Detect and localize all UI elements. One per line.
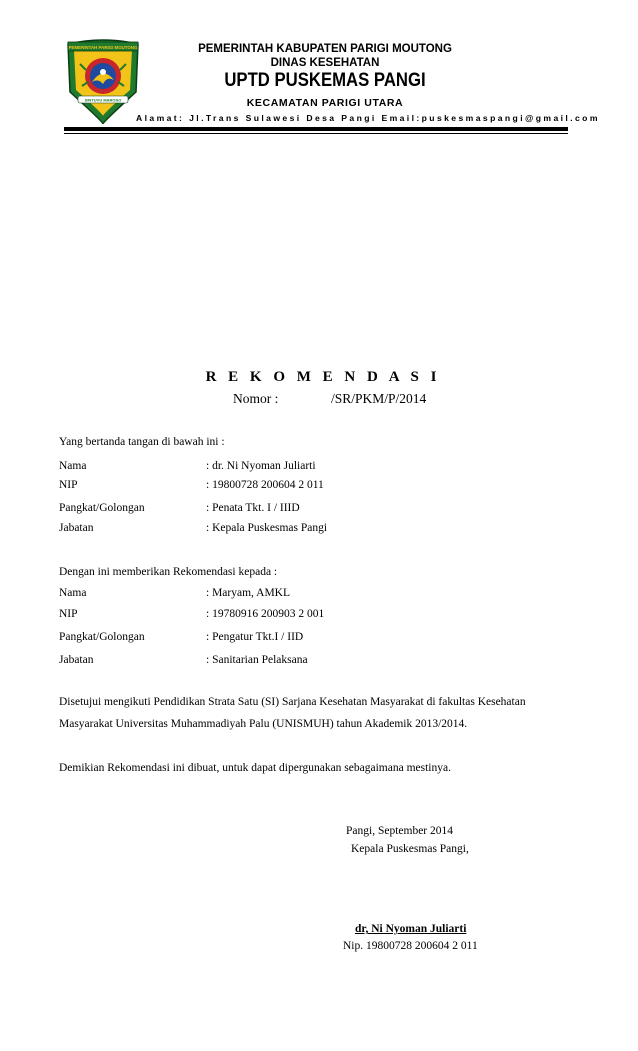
signer-nip-label: NIP [59,479,78,491]
document-title: R E K O M E N D A S I [205,369,441,385]
recipient-rank-label: Pangkat/Golongan [59,631,145,643]
recipient-position-value: : Sanitarian Pelaksana [206,654,308,666]
logo-top-text: PEMERINTAH PARIGI MOUTONG [68,45,138,50]
document-number-value: /SR/PKM/P/2014 [331,391,427,406]
regency-emblem-logo [62,34,144,126]
signer-rank-label: Pangkat/Golongan [59,502,145,514]
recipient-name-label: Nama [59,587,87,599]
recipient-position-label: Jabatan [59,654,94,666]
recipient-nip-label: NIP [59,608,78,620]
signer-name-value: : dr. Ni Nyoman Juliarti [206,460,316,472]
recommend-intro-text: Dengan ini memberikan Rekomendasi kepada : [59,566,278,578]
document-number [233,391,427,407]
header-address-line: Alamat: Jl.Trans Sulawesi Desa Pangi Email:puskesmaspangi@gmail.com [136,113,600,123]
header-government-line: PEMERINTAH KABUPATEN PARIGI MOUTONG [198,43,452,55]
signer-nip-value: : 19800728 200604 2 011 [206,479,324,491]
document-number-label: Nomor : [233,391,279,406]
signer-rank-value: : Penata Tkt. I / IIID [206,502,300,514]
approval-paragraph-line-2: Masyarakat Universitas Muhammadiyah Palu (UNISMUH) tahun Akademik 2013/2014. [59,718,468,730]
signature-nip: Nip. 19800728 200604 2 011 [343,940,478,952]
intro-text: Yang bertanda tangan di bawah ini : [59,436,225,448]
logo-motto-text: SINTUVU MAROSO [84,97,122,103]
header-district-line: KECAMATAN PARIGI UTARA [246,97,404,109]
recipient-name-value: : Maryam, AMKL [206,587,291,599]
signer-name-label: Nama [59,460,87,472]
recipient-rank-value: : Pengatur Tkt.I / IID [206,631,304,643]
header-institution-name: UPTD PUSKEMAS PANGI [224,70,426,91]
letterhead-thin-rule [64,133,568,134]
recipient-nip-value: : 19780916 200903 2 001 [206,608,325,620]
header-agency-line: DINAS KESEHATAN [270,57,380,69]
signature-name: dr, Ni Nyoman Juliarti [355,923,467,935]
closing-paragraph: Demikian Rekomendasi ini dibuat, untuk dapat dipergunakan sebagaimana mestinya. [59,762,451,774]
signer-position-value: : Kepala Puskesmas Pangi [206,522,328,534]
approval-paragraph-line-1: Disetujui mengikuti Pendidikan Strata Satu (SI) Sarjana Kesehatan Masyarakat di fakultas Kesehatan [59,696,526,708]
letterhead-thick-rule [64,127,568,131]
signature-position: Kepala Puskesmas Pangi, [351,843,469,855]
signature-place-date: Pangi, September 2014 [346,825,453,837]
signer-position-label: Jabatan [59,522,94,534]
